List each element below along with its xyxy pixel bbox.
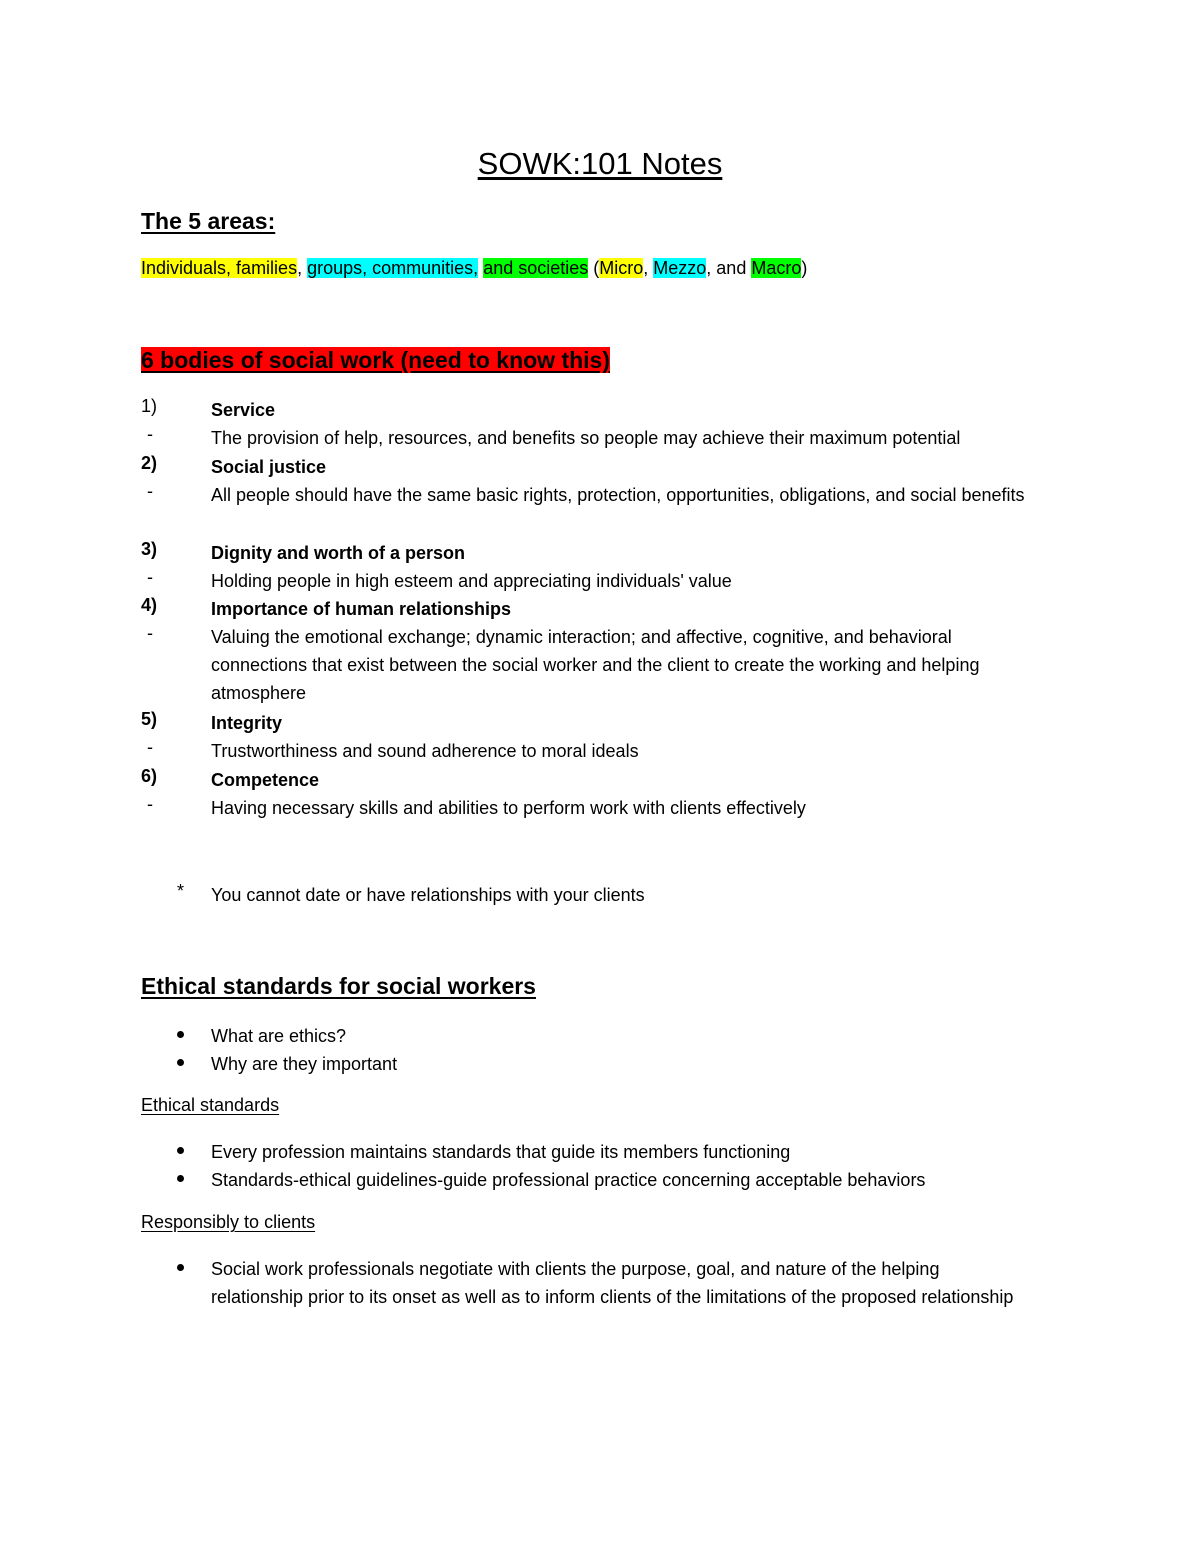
highlight-macro: Macro: [751, 258, 802, 278]
bodies-heading-text: 6 bodies of social work (need to know this): [141, 347, 611, 373]
bullet-marker: [141, 1138, 201, 1159]
bullet-dot-icon: [177, 1031, 184, 1038]
bullet-marker: [141, 1050, 201, 1071]
body-description: Holding people in high esteem and appreciating individuals' value: [211, 571, 732, 591]
bullet-text: Standards-ethical guidelines-guide professional practice concerning acceptable behaviors: [211, 1170, 926, 1190]
note-text: You cannot date or have relationships with your clients: [211, 885, 645, 905]
bullet-text: What are ethics?: [211, 1026, 347, 1046]
clients-heading: Responsibly to clients: [141, 1212, 316, 1232]
areas-line: [141, 258, 807, 279]
body-title: Social justice: [211, 457, 327, 477]
bullet-marker: [141, 1166, 201, 1187]
dash-marker: -: [147, 737, 153, 757]
body-title: Dignity and worth of a person: [211, 543, 466, 563]
dash-marker: -: [147, 481, 153, 501]
body-description: Valuing the emotional exchange; dynamic interaction; and affective, cognitive, and behavioral connections that exist between the social worker and the client to create the working and helping atmosphere: [211, 627, 980, 703]
bodies-heading: [141, 347, 610, 374]
areas-separator: , and: [706, 258, 752, 278]
list-number: 4): [141, 595, 158, 615]
body-description: Having necessary skills and abilities to perform work with clients effectively: [211, 798, 806, 818]
list-number: 2): [141, 453, 158, 473]
asterisk-marker: *: [177, 881, 185, 901]
bullet-dot-icon: [177, 1175, 184, 1182]
dash-marker: -: [147, 623, 153, 643]
page-title: SOWK:101 Notes: [477, 146, 723, 181]
body-title: Service: [211, 400, 276, 420]
list-number: 6): [141, 766, 158, 786]
areas-separator: ,: [643, 258, 654, 278]
highlight-mezzo: Mezzo: [653, 258, 707, 278]
list-number: 3): [141, 539, 158, 559]
dash-marker: -: [147, 794, 153, 814]
bullet-dot-icon: [177, 1147, 184, 1154]
body-description: All people should have the same basic rights, protection, opportunities, obligations, and social benefits: [211, 485, 1025, 505]
highlight-individuals-families: Individuals, families: [141, 258, 298, 278]
bullet-dot-icon: [177, 1059, 184, 1066]
areas-separator: (: [588, 258, 600, 278]
areas-separator: ,: [297, 258, 308, 278]
body-title: Competence: [211, 770, 320, 790]
body-title: Importance of human relationships: [211, 599, 512, 619]
body-description: The provision of help, resources, and benefits so people may achieve their maximum potential: [211, 428, 961, 448]
areas-separator: ): [801, 258, 808, 278]
list-number: 5): [141, 709, 158, 729]
bullet-text: Social work professionals negotiate with clients the purpose, goal, and nature of the helping relationship prior to its onset as well as to inform clients of the limitations of the proposed relationship: [211, 1259, 1014, 1307]
list-number: 1): [141, 396, 158, 416]
bullet-marker: [141, 1022, 201, 1043]
bullet-marker: [141, 1255, 201, 1276]
dash-marker: -: [147, 424, 153, 444]
bullet-dot-icon: [177, 1264, 184, 1271]
bullet-text: Why are they important: [211, 1054, 398, 1074]
highlight-societies: and societies: [483, 258, 589, 278]
standards-heading: Ethical standards: [141, 1095, 280, 1115]
bullet-text: Every profession maintains standards that guide its members functioning: [211, 1142, 791, 1162]
highlight-micro: Micro: [599, 258, 644, 278]
dash-marker: -: [147, 567, 153, 587]
body-description: Trustworthiness and sound adherence to moral ideals: [211, 741, 639, 761]
body-title: Integrity: [211, 713, 283, 733]
ethics-heading: Ethical standards for social workers: [141, 973, 536, 999]
areas-heading: The 5 areas:: [141, 208, 276, 234]
highlight-groups-communities: groups, communities,: [307, 258, 479, 278]
